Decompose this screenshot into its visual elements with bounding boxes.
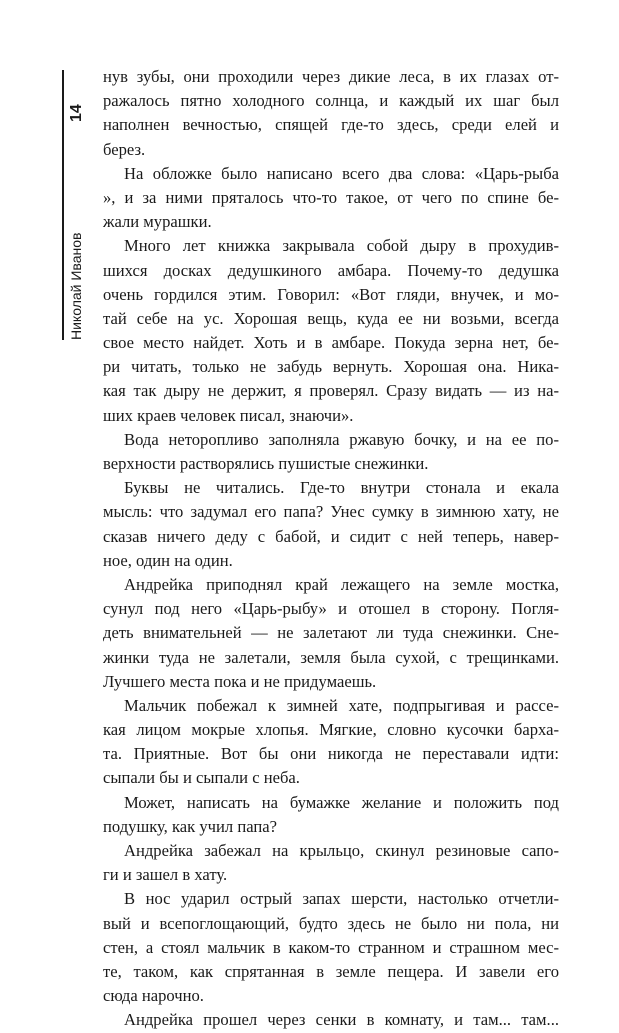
text-line: сказав ничего деду с бабой, и сидит с ней теперь, навер- — [103, 526, 559, 546]
text-line: кая так дыру не держит, я проверял. Сразу видать — из на- — [103, 381, 559, 401]
text-line: Вода неторопливо заполняла ржавую бочку, и на ее по- — [124, 429, 559, 449]
text-line: кая лицом мокрые хлопья. Мягкие, словно кусочки барха- — [103, 720, 559, 740]
text-line: мысль: что задумал его папа? Унес сумку в зимнюю хату, не — [103, 502, 559, 522]
text-line: наполнен вечностью, спящей где-то здесь, среди елей и — [103, 115, 559, 135]
text-line: подушку, как учил папа? — [103, 816, 277, 836]
text-line: вый и всепоглощающий, будто здесь не было ни пола, ни — [103, 913, 559, 933]
text-line: ших краев человек писал, знаючи». — [103, 405, 354, 425]
text-line: На обложке было написано всего два слова: «Царь-рыба — [124, 163, 559, 183]
text-line: нув зубы, они проходили через дикие леса, в их глазах от- — [103, 67, 559, 86]
text-line: жали мурашки. — [103, 212, 212, 232]
text-line: Много лет книжка закрывала собой дыру в прохудив- — [124, 236, 559, 256]
page-number: 14 — [68, 104, 85, 122]
text-line: сыпали бы и сыпали с неба. — [103, 768, 300, 788]
text-line: Лучшего места пока и не придумаешь. — [103, 671, 377, 691]
page-margin-header — [58, 70, 92, 340]
text-line: ражалось пятно холодного солнца, и каждый их шаг был — [103, 91, 559, 111]
body-text — [103, 65, 559, 1033]
text-line: свое место найдет. Хоть и в амбаре. Покуда зерна нет, бе- — [103, 333, 559, 353]
text-line: В нос ударил острый запах шерсти, настолько отчетли- — [124, 889, 559, 909]
vertical-rule — [62, 70, 64, 340]
text-line: шихся досках дедушкиного амбара. Почему-то дедушка — [103, 260, 559, 280]
text-line: очень гордился этим. Говорил: «Вот гляди, внучек, и мо- — [103, 284, 559, 304]
text-line: ги и зашел в хату. — [103, 865, 228, 885]
text-line: деть внимательней — не залетают ли туда снежинки. Сне- — [103, 623, 559, 643]
text-line: ное, один на один. — [103, 550, 233, 570]
text-line: ри читать, только не забудь вернуть. Хорошая она. Ника- — [103, 357, 559, 377]
text-line: Мальчик побежал к зимней хате, подпрыгивая и рассе- — [124, 695, 559, 715]
text-line: та. Приятные. Вот бы они никогда не переставали идти: — [103, 744, 559, 764]
running-head-author: Николай Иванов — [68, 232, 84, 340]
text-line: жинки туда не залетали, земля была сухой, с трещинками. — [103, 647, 559, 667]
text-line: Буквы не читались. Где-то внутри стонала и екала — [124, 478, 559, 498]
text-line: те, таком, как спрятанная в земле пещера. И завели его — [103, 961, 559, 981]
text-line: сюда нарочно. — [103, 986, 204, 1006]
text-line: Андрейка приподнял край лежащего на земле мостка, — [124, 574, 559, 594]
text-line: Андрейка прошел через сенки в комнату, и там... там... — [124, 1010, 559, 1030]
text-line: Андрейка забежал на крыльцо, скинул резиновые сапо- — [124, 841, 559, 860]
text-line: тай себе на ус. Хорошая вещь, куда ее ни возьми, всегда — [103, 308, 559, 328]
text-line: сунул под него «Царь-рыбу» и отошел в сторону. Погля- — [103, 599, 559, 619]
text-line: берез. — [103, 139, 146, 159]
text-line: верхности растворялись пушистые снежинки. — [103, 454, 429, 473]
text-line: Может, написать на бумажке желание и положить под — [124, 792, 559, 812]
text-line: », и за ними пряталось что-то такое, от чего по спине бе- — [103, 187, 559, 207]
text-line: стен, а стоял мальчик в каком-то странном и страшном мес- — [103, 937, 559, 957]
